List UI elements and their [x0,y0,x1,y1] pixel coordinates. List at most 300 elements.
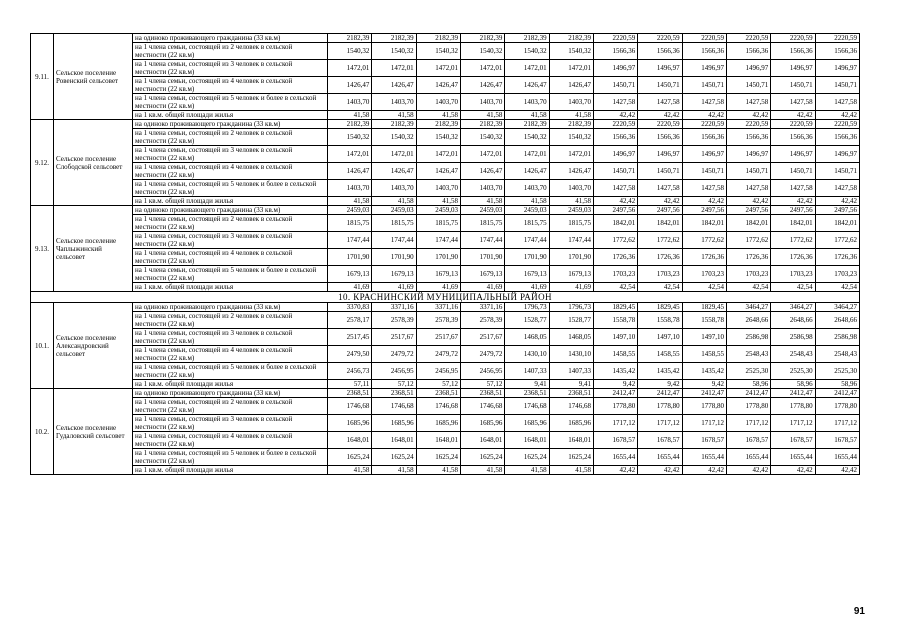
tariff-value: 2548,43 [815,346,859,363]
tariff-value: 1685,96 [372,415,416,432]
tariff-value: 42,54 [771,283,815,292]
table-row [31,120,860,129]
tariff-value: 42,42 [815,466,859,475]
tariff-value: 1703,23 [815,266,859,283]
tariff-value: 2220,59 [815,120,859,129]
tariff-value: 1450,71 [815,77,859,94]
tariff-value: 2182,39 [505,34,549,43]
tariff-value: 1746,68 [505,398,549,415]
settlement-name: Сельское поселение Ровенский сельсовет [54,34,133,120]
tariff-value: 1450,71 [682,77,726,94]
tariff-value: 1747,44 [505,232,549,249]
tariff-value: 2459,03 [460,206,504,215]
tariff-value: 1496,97 [771,60,815,77]
tariff-value: 3371,16 [416,303,460,312]
tariff-value: 1796,73 [505,303,549,312]
norm-description: на 1 члена семьи, состоящей из 4 человек в сельской местности (22 кв.м) [133,432,328,449]
tariff-value: 2456,95 [460,363,504,380]
tariff-value: 42,42 [771,197,815,206]
table-row [31,215,860,232]
tariff-value: 41,58 [328,197,372,206]
tariff-value: 1435,42 [593,363,637,380]
tariff-value: 1540,32 [372,129,416,146]
table-row [31,249,860,266]
settlement-number: 10.2. [31,389,54,475]
tariff-value: 2497,56 [682,206,726,215]
tariff-value: 42,42 [682,111,726,120]
tariff-value: 1427,58 [771,180,815,197]
tariff-value: 1746,68 [549,398,593,415]
tariff-value: 1772,62 [682,232,726,249]
tariff-value: 1701,90 [549,249,593,266]
tariff-value: 1703,23 [593,266,637,283]
tariff-value: 1685,96 [505,415,549,432]
tariff-value: 1426,47 [505,163,549,180]
tariff-value: 1426,47 [460,77,504,94]
tariff-value: 2412,47 [638,389,682,398]
tariff-value: 1403,70 [372,94,416,111]
tariff-value: 2182,39 [372,120,416,129]
norm-description: на 1 члена семьи, состоящей из 4 человек в сельской местности (22 кв.м) [133,163,328,180]
norm-description: на 1 члена семьи, состоящей из 2 человек в сельской местности (22 кв.м) [133,312,328,329]
tariff-value: 2182,39 [460,120,504,129]
tariff-value: 1778,80 [815,398,859,415]
norm-description: на 1 члена семьи, состоящей из 4 человек в сельской местности (22 кв.м) [133,77,328,94]
norm-description: на 1 члена семьи, состоящей из 2 человек в сельской местности (22 кв.м) [133,129,328,146]
tariff-value: 1679,13 [328,266,372,283]
table-row [31,389,860,398]
tariff-value: 1747,44 [416,232,460,249]
tariff-value: 1403,70 [505,94,549,111]
tariff-value: 1540,32 [416,43,460,60]
tariff-value: 1472,01 [549,60,593,77]
tariff-value: 41,58 [416,197,460,206]
tariff-value: 9,41 [549,380,593,389]
tariff-value: 1435,42 [638,363,682,380]
tariff-value: 1625,24 [460,449,504,466]
tariff-value: 41,58 [372,111,416,120]
tariff-value: 1566,36 [638,43,682,60]
tariff-value: 1450,71 [726,77,770,94]
table-row [31,329,860,346]
tariff-value: 2578,39 [416,312,460,329]
tariff-value: 41,58 [372,466,416,475]
norm-description: на 1 члена семьи, состоящей из 3 человек в сельской местности (22 кв.м) [133,146,328,163]
tariff-value: 2479,72 [416,346,460,363]
tariff-value: 1426,47 [549,77,593,94]
tariff-value: 2182,39 [416,120,460,129]
tariff-value: 1679,13 [505,266,549,283]
table-row [31,206,860,215]
tariff-value: 1746,68 [460,398,504,415]
tariff-value: 1458,55 [638,346,682,363]
settlement-name: Сельское поселение Гудаловский сельсовет [54,389,133,475]
norm-description: на одиноко проживающего гражданина (33 кв.м) [133,389,328,398]
table-row [31,415,860,432]
tariff-value: 1772,62 [815,232,859,249]
tariff-value: 1430,10 [505,346,549,363]
tariff-value: 41,58 [505,197,549,206]
tariff-value: 1717,12 [638,415,682,432]
tariff-value: 1566,36 [771,129,815,146]
tariff-value: 1403,70 [460,94,504,111]
tariff-value: 2368,51 [460,389,504,398]
norm-description: на 1 кв.м. общей площади жилья [133,283,328,292]
tariff-value: 1685,96 [328,415,372,432]
tariff-value: 1558,78 [638,312,682,329]
tariff-value: 2220,59 [771,120,815,129]
tariff-value: 42,42 [593,197,637,206]
tariff-value: 1496,97 [682,60,726,77]
tariff-value: 1468,05 [549,329,593,346]
tariff-value: 1701,90 [328,249,372,266]
tariff-value: 1472,01 [328,146,372,163]
tariff-value: 1450,71 [815,163,859,180]
tariff-value: 1778,80 [771,398,815,415]
table-row [31,129,860,146]
tariff-value: 1496,97 [726,146,770,163]
tariff-value: 3370,83 [328,303,372,312]
tariff-value: 42,54 [682,283,726,292]
tariff-value: 2182,39 [505,120,549,129]
table-row [31,363,860,380]
settlement-number: 9.11. [31,34,54,120]
tariff-value: 42,54 [638,283,682,292]
tariff-value: 1678,57 [726,432,770,449]
tariff-value: 2182,39 [328,34,372,43]
tariff-value: 1450,71 [726,163,770,180]
tariff-value: 2497,56 [593,206,637,215]
tariff-value: 1747,44 [328,232,372,249]
table-row [31,266,860,283]
tariff-value: 1403,70 [328,94,372,111]
tariff-value: 1655,44 [682,449,726,466]
tariff-value: 1472,01 [372,146,416,163]
table-row [31,432,860,449]
tariff-value: 2479,72 [372,346,416,363]
tariff-value: 1540,32 [460,43,504,60]
tariff-value: 2220,59 [682,34,726,43]
tariff-value: 1566,36 [726,129,770,146]
tariff-value: 1403,70 [460,180,504,197]
tariff-value: 41,58 [549,111,593,120]
tariff-value: 1426,47 [372,163,416,180]
tariff-value: 1566,36 [593,43,637,60]
district-heading-row [31,292,860,303]
tariff-value: 1678,57 [815,432,859,449]
tariff-value: 41,69 [549,283,593,292]
tariff-value: 1472,01 [549,146,593,163]
norm-description: на 1 члена семьи, состоящей из 5 человек и более в сельской местности (22 кв.м) [133,94,328,111]
tariff-value: 2517,45 [328,329,372,346]
tariff-value: 1685,96 [549,415,593,432]
tariff-value: 42,54 [593,283,637,292]
tariff-value: 42,42 [593,111,637,120]
tariff-value: 1403,70 [328,180,372,197]
tariff-value: 1472,01 [505,146,549,163]
tariff-value: 2368,51 [505,389,549,398]
tariff-value: 1472,01 [505,60,549,77]
tariff-value: 1426,47 [328,163,372,180]
tariff-value: 1540,32 [549,129,593,146]
tariff-value: 1648,01 [460,432,504,449]
table-row [31,111,860,120]
tariff-value: 1496,97 [815,146,859,163]
tariff-value: 1778,80 [638,398,682,415]
tariff-value: 2497,56 [771,206,815,215]
tariff-value: 1746,68 [372,398,416,415]
tariff-value: 1540,32 [328,43,372,60]
tariff-value: 1796,73 [549,303,593,312]
tariff-value: 1403,70 [549,180,593,197]
tariff-value: 1648,01 [505,432,549,449]
table-row [31,346,860,363]
tariff-value: 41,58 [549,197,593,206]
tariff-value: 1566,36 [638,129,682,146]
tariff-value: 1403,70 [416,94,460,111]
tariff-value: 42,42 [726,197,770,206]
tariff-value: 2412,47 [771,389,815,398]
tariff-value: 9,42 [593,380,637,389]
tariff-value: 2459,03 [505,206,549,215]
tariff-value: 1540,32 [460,129,504,146]
tariff-value: 1458,55 [682,346,726,363]
tariff-value: 2412,47 [726,389,770,398]
tariff-value: 1726,36 [682,249,726,266]
tariff-value: 2578,39 [372,312,416,329]
tariff-value: 1726,36 [815,249,859,266]
tariff-value: 1815,75 [460,215,504,232]
tariff-value: 1426,47 [416,163,460,180]
tariff-value: 1558,78 [682,312,726,329]
tariff-value: 2578,39 [460,312,504,329]
tariff-value: 1778,80 [593,398,637,415]
tariff-value: 1726,36 [726,249,770,266]
tariff-value: 1625,24 [416,449,460,466]
tariff-value: 1450,71 [771,77,815,94]
tariff-value: 1450,71 [638,77,682,94]
tariff-value: 2182,39 [549,120,593,129]
tariff-value: 1540,32 [549,43,593,60]
tariff-value: 41,58 [416,111,460,120]
tariff-value: 41,58 [460,466,504,475]
tariff-value: 1655,44 [638,449,682,466]
tariff-value: 41,69 [505,283,549,292]
norm-description: на 1 члена семьи, состоящей из 4 человек в сельской местности (22 кв.м) [133,249,328,266]
tariff-value: 57,12 [460,380,504,389]
tariff-value: 41,58 [549,466,593,475]
tariff-value: 1458,55 [593,346,637,363]
tariff-value: 1426,47 [460,163,504,180]
tariff-value: 2459,03 [549,206,593,215]
tariff-value: 42,54 [726,283,770,292]
tariff-value: 1678,57 [771,432,815,449]
page-number: 91 [853,606,865,617]
tariff-value: 1703,23 [726,266,770,283]
table-row [31,466,860,475]
tariff-value: 2479,72 [460,346,504,363]
tariff-value: 1655,44 [593,449,637,466]
tariff-value: 1772,62 [638,232,682,249]
tariff-value: 1648,01 [549,432,593,449]
tariff-value: 1450,71 [682,163,726,180]
tariff-value: 2182,39 [549,34,593,43]
tariff-value: 42,42 [638,111,682,120]
tariff-value: 1648,01 [372,432,416,449]
tariff-value: 2220,59 [638,34,682,43]
norm-description: на 1 члена семьи, состоящей из 5 человек и более в сельской местности (22 кв.м) [133,180,328,197]
tariff-value: 1427,58 [815,94,859,111]
tariff-value: 1450,71 [771,163,815,180]
tariff-value: 2220,59 [771,34,815,43]
tariff-value: 1427,58 [593,94,637,111]
table-row [31,197,860,206]
tariff-value: 1726,36 [593,249,637,266]
norm-description: на 1 кв.м. общей площади жилья [133,380,328,389]
tariff-value: 1778,80 [726,398,770,415]
tariff-value: 9,41 [505,380,549,389]
tariff-value: 1540,32 [328,129,372,146]
tariff-value: 1472,01 [372,60,416,77]
tariff-value: 1496,97 [638,146,682,163]
tariff-value: 58,96 [815,380,859,389]
tariff-value: 2220,59 [815,34,859,43]
tariff-value: 2220,59 [682,120,726,129]
tariff-value: 1540,32 [416,129,460,146]
tariff-value: 2412,47 [593,389,637,398]
table-row [31,60,860,77]
tariff-value: 42,42 [726,466,770,475]
tariff-value: 1403,70 [372,180,416,197]
tariff-value: 41,69 [372,283,416,292]
tariff-value: 2456,95 [416,363,460,380]
table-row [31,312,860,329]
tariff-value: 1472,01 [416,60,460,77]
tariff-value: 2456,73 [328,363,372,380]
settlement-number: 9.12. [31,120,54,206]
tariff-value: 1679,13 [460,266,504,283]
tariff-value: 42,42 [593,466,637,475]
tariff-value: 1726,36 [771,249,815,266]
tariff-value: 1566,36 [726,43,770,60]
tariff-value: 1625,24 [549,449,593,466]
tariff-value: 1703,23 [638,266,682,283]
tariff-value: 1717,12 [771,415,815,432]
tariff-value: 41,58 [505,111,549,120]
tariff-table [30,33,860,475]
tariff-value: 1496,97 [771,146,815,163]
tariff-value: 2497,56 [726,206,770,215]
tariff-value: 2368,51 [549,389,593,398]
tariff-value: 1496,97 [726,60,770,77]
tariff-value: 1450,71 [638,163,682,180]
tariff-value: 2368,51 [372,389,416,398]
tariff-value: 1426,47 [372,77,416,94]
tariff-value: 1772,62 [593,232,637,249]
tariff-value: 1540,32 [372,43,416,60]
norm-description: на одиноко проживающего гражданина (33 кв.м) [133,120,328,129]
tariff-value: 1427,58 [638,94,682,111]
tariff-value: 41,58 [505,466,549,475]
tariff-value: 2182,39 [372,34,416,43]
tariff-value: 1427,58 [682,94,726,111]
table-row [31,283,860,292]
tariff-value: 1678,57 [638,432,682,449]
tariff-value: 1746,68 [328,398,372,415]
tariff-value: 2182,39 [460,34,504,43]
tariff-value: 1625,24 [372,449,416,466]
tariff-value: 1497,10 [638,329,682,346]
tariff-value: 3464,27 [815,303,859,312]
tariff-value: 1701,90 [416,249,460,266]
tariff-value: 1566,36 [815,129,859,146]
tariff-value: 2497,56 [638,206,682,215]
tariff-value: 1648,01 [328,432,372,449]
tariff-value: 2220,59 [726,34,770,43]
tariff-value: 1427,58 [726,180,770,197]
tariff-value: 41,69 [416,283,460,292]
table-row [31,146,860,163]
tariff-value: 41,58 [416,466,460,475]
tariff-value: 1435,42 [682,363,726,380]
tariff-value: 3464,27 [771,303,815,312]
tariff-value: 1842,01 [726,215,770,232]
tariff-value: 42,42 [815,111,859,120]
norm-description: на 1 члена семьи, состоящей из 5 человек и более в сельской местности (22 кв.м) [133,363,328,380]
tariff-value: 2525,30 [771,363,815,380]
tariff-value: 1685,96 [416,415,460,432]
norm-description: на 1 члена семьи, состоящей из 5 человек и более в сельской местности (22 кв.м) [133,266,328,283]
tariff-value: 1496,97 [593,60,637,77]
tariff-value: 2459,03 [328,206,372,215]
tariff-value: 2220,59 [593,120,637,129]
table-row [31,180,860,197]
norm-description: на 1 кв.м. общей площади жилья [133,197,328,206]
tariff-value: 1566,36 [682,43,726,60]
tariff-value: 1701,90 [460,249,504,266]
norm-description: на одиноко проживающего гражданина (33 кв.м) [133,206,328,215]
tariff-value: 1496,97 [638,60,682,77]
tariff-value: 1648,01 [416,432,460,449]
tariff-value: 1679,13 [549,266,593,283]
tariff-value: 1625,24 [328,449,372,466]
tariff-value: 57,11 [328,380,372,389]
tariff-value: 1842,01 [682,215,726,232]
tariff-value: 2548,43 [726,346,770,363]
norm-description: на 1 члена семьи, состоящей из 2 человек в сельской местности (22 кв.м) [133,215,328,232]
tariff-value: 1496,97 [593,146,637,163]
norm-description: на 1 члена семьи, состоящей из 2 человек в сельской местности (22 кв.м) [133,398,328,415]
tariff-value: 1772,62 [726,232,770,249]
tariff-value: 42,42 [815,197,859,206]
tariff-value: 1685,96 [460,415,504,432]
tariff-value: 2648,66 [726,312,770,329]
tariff-value: 1403,70 [416,180,460,197]
tariff-value: 1566,36 [815,43,859,60]
tariff-value: 2368,51 [328,389,372,398]
tariff-value: 1427,58 [771,94,815,111]
tariff-value: 1815,75 [328,215,372,232]
tariff-value: 1566,36 [593,129,637,146]
tariff-value: 1701,90 [372,249,416,266]
tariff-value: 2586,98 [771,329,815,346]
tariff-value: 1468,05 [505,329,549,346]
settlement-number: 9.13. [31,206,54,292]
tariff-value: 42,42 [682,197,726,206]
tariff-value: 1472,01 [460,146,504,163]
tariff-value: 9,42 [682,380,726,389]
tariff-value: 1472,01 [328,60,372,77]
